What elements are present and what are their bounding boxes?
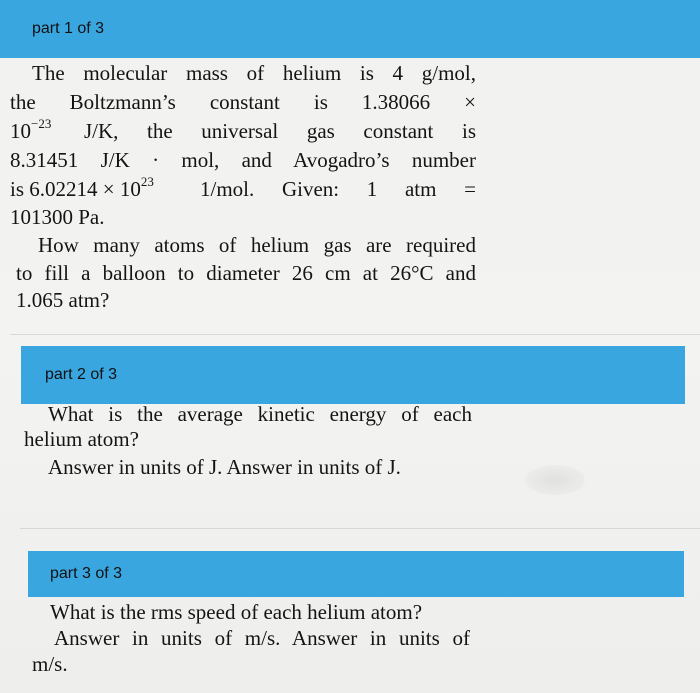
part-1-question-line-2: to fill a balloon to diameter 26 cm at 26°C and: [16, 261, 476, 285]
background-smudge: [525, 465, 585, 495]
divider-2: [20, 528, 700, 529]
part-1-line-1: The molecular mass of helium is 4 g/mol,: [32, 61, 476, 85]
part-1-exponent-base: $10^{-23}$: [10, 116, 52, 143]
part-3-question-line-3: m/s.: [32, 652, 68, 676]
part-1-question-line-3: 1.065 atm?: [16, 288, 110, 312]
part-1-header: [0, 0, 700, 58]
exponent-neg-23: −23: [31, 116, 52, 131]
part-2-question-line-2: helium atom?: [24, 427, 139, 451]
part-1-line-2: the Boltzmann’s constant is 1.38066 ×: [10, 90, 476, 114]
part-1-line-5b: 1/mol. Given: 1 atm =: [200, 177, 476, 201]
part-2-question-line-1: What is the average kinetic energy of each: [48, 402, 472, 426]
part-2-header: [21, 346, 685, 404]
part-1-line-5a: is $6.02214 \times 10^{23}$: [10, 174, 154, 201]
part-3-header: [28, 551, 684, 597]
part-3-question-line-1: What is the rms speed of each helium atom?: [50, 600, 423, 624]
part-2-header-label: part 2 of 3: [45, 366, 118, 383]
part-2-answer-units: Answer in units of J. Answer in units of J.: [48, 455, 401, 479]
exponent-23: 23: [140, 174, 154, 189]
part-1-line-6: 101300 Pa.: [10, 205, 105, 229]
part-1-question-line-1: How many atoms of helium gas are required: [38, 233, 476, 257]
part-1-header-label: part 1 of 3: [32, 20, 105, 37]
part-1-line-4: 8.31451 J/K · mol, and Avogadro’s number: [10, 148, 476, 172]
part-3-question-line-2: Answer in units of m/s. Answer in units of: [54, 626, 470, 650]
part-1-line-3: J/K, the universal gas constant is: [84, 119, 476, 143]
part-3-header-label: part 3 of 3: [50, 565, 123, 582]
divider-1: [10, 334, 700, 335]
